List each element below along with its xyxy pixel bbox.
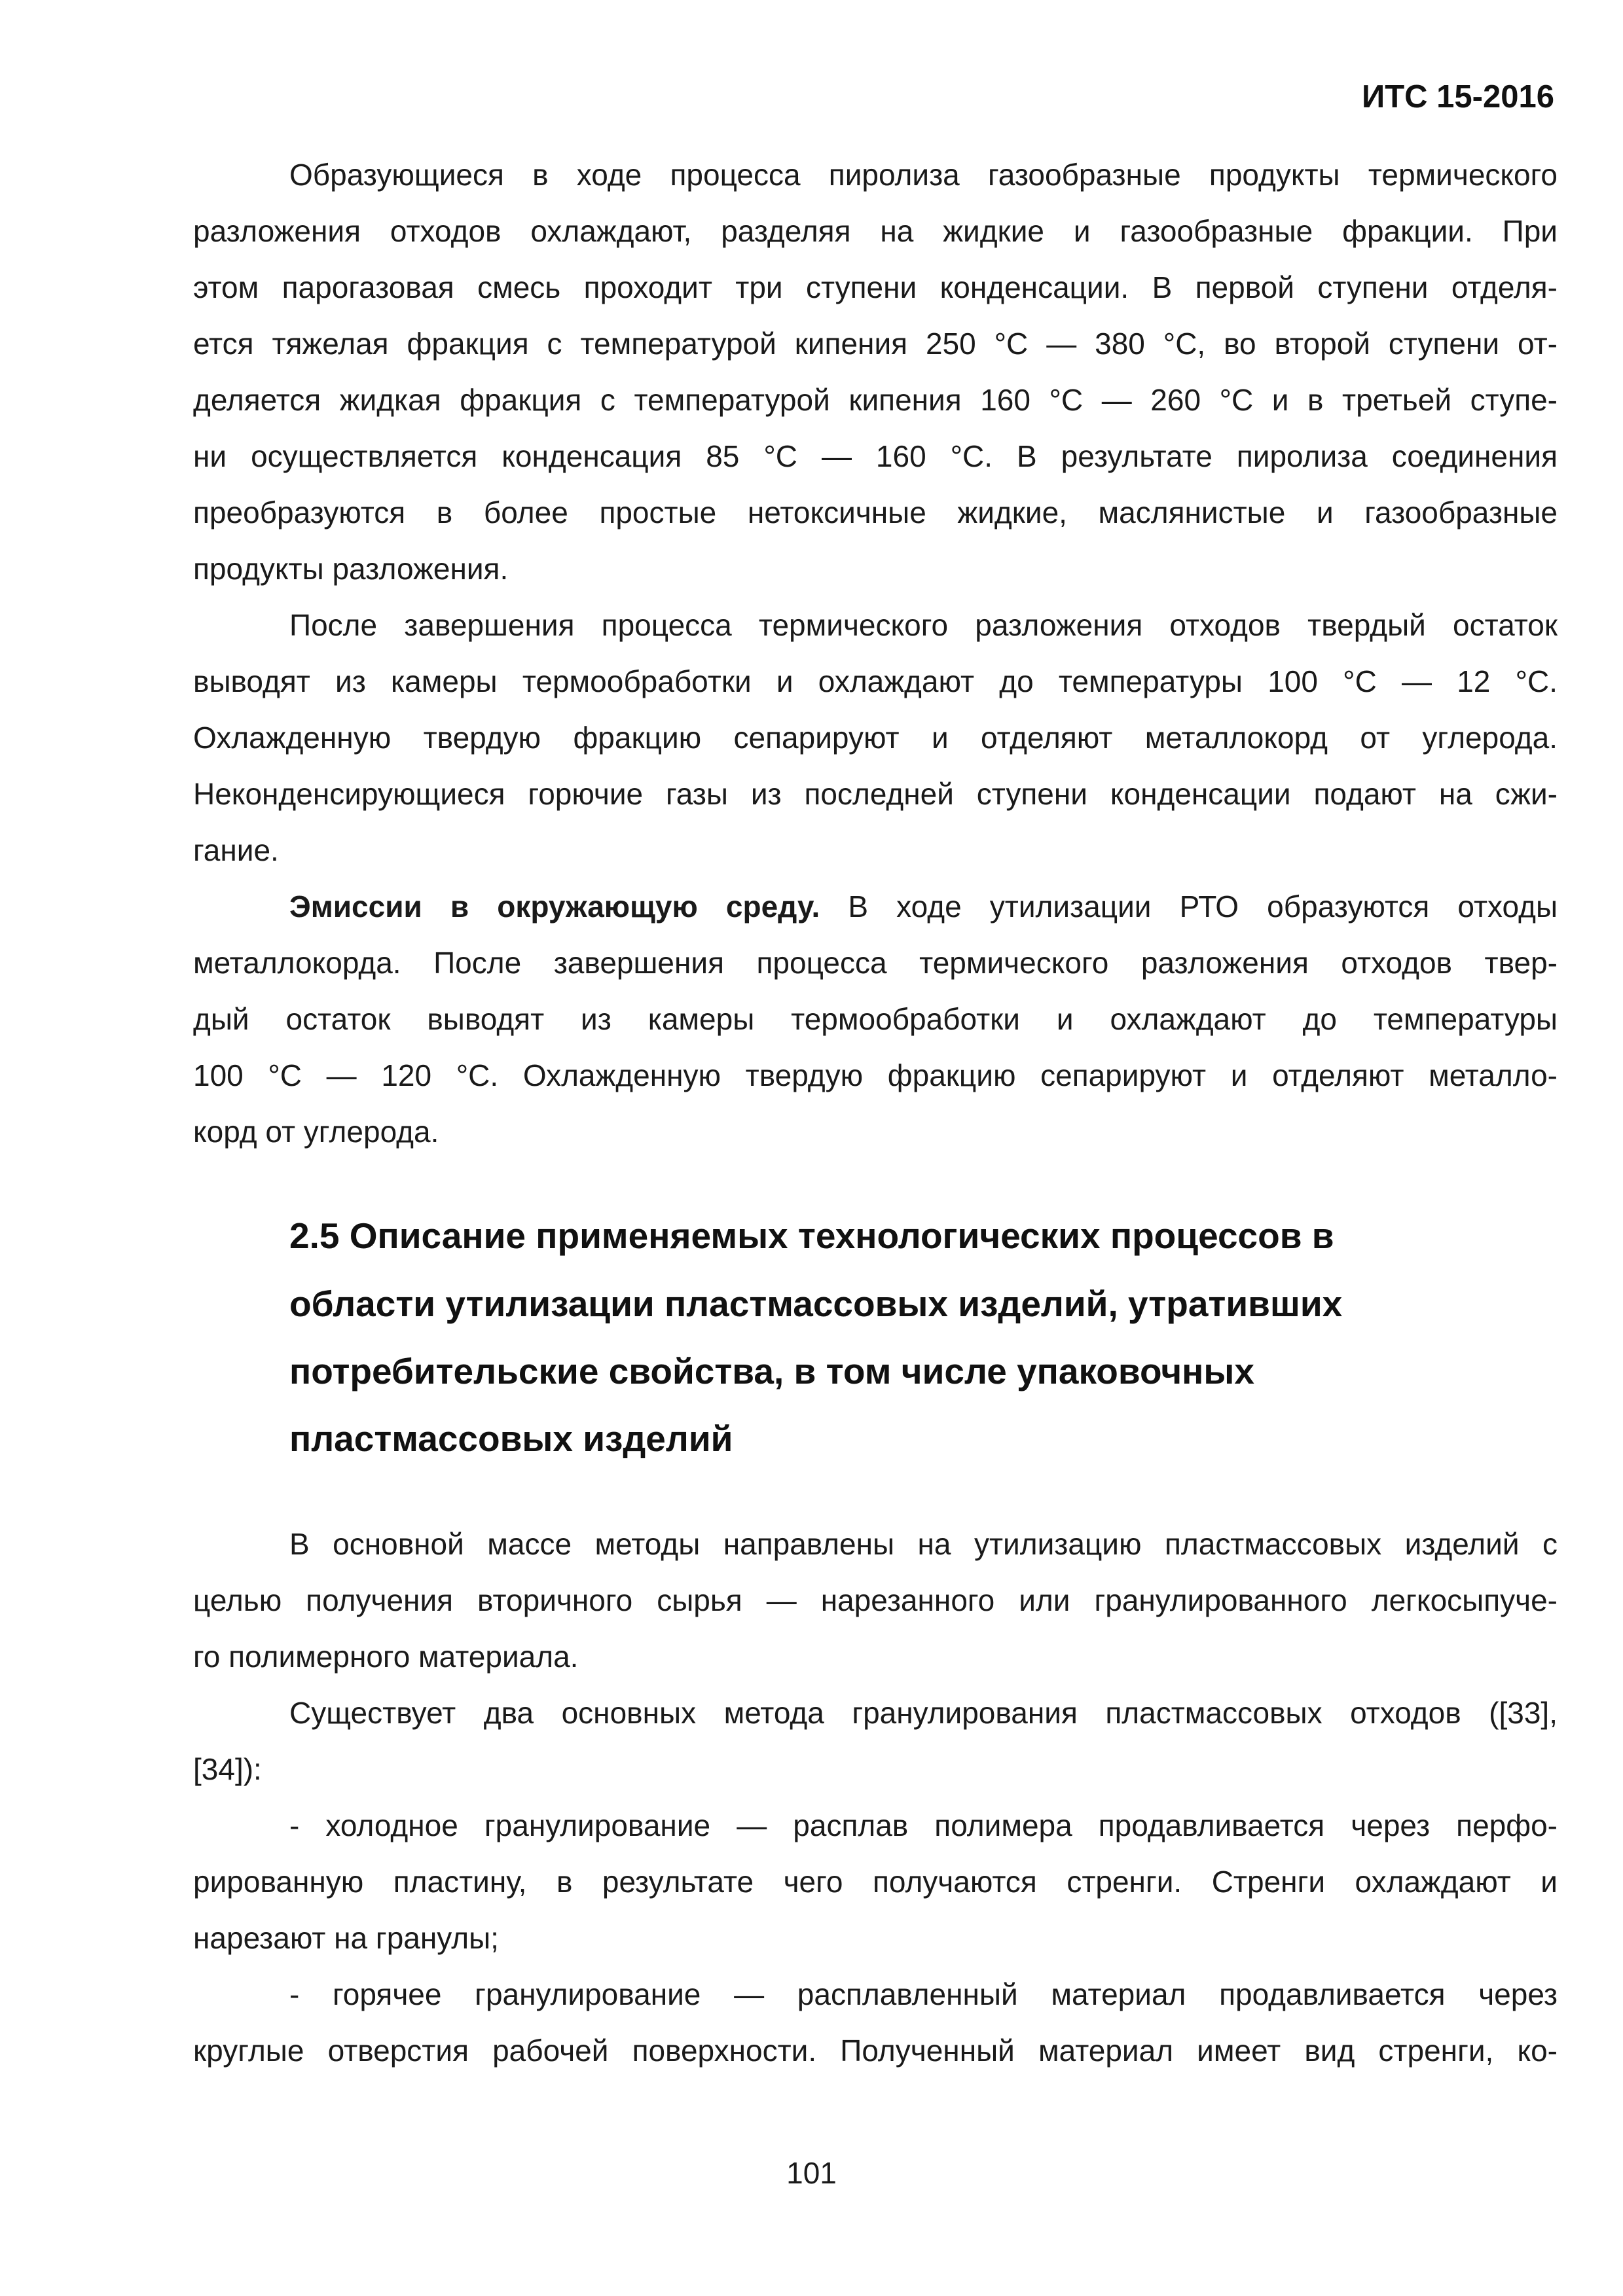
text-line: деляется жидкая фракция с температурой кипения 160 °С — 260 °С и в третьей ступе- xyxy=(193,383,1558,417)
text-line: ется тяжелая фракция с температурой кипения 250 °С — 380 °С, во второй ступени от- xyxy=(193,327,1558,361)
emissions-lead-rest: В ходе утилизации РТО образуются отходы xyxy=(820,889,1558,924)
text-line: Охлажденную твердую фракцию сепарируют и отделяют металлокорд от углерода. xyxy=(193,721,1558,755)
heading-line: 2.5 Описание применяемых технологических процессов в xyxy=(289,1215,1334,1256)
text-line: После завершения процесса термического разложения отходов твердый остаток xyxy=(289,608,1558,642)
text-line: гание. xyxy=(193,833,279,867)
emissions-lead-bold: Эмиссии в окружающую среду. xyxy=(289,889,820,924)
text-line xyxy=(289,878,1558,935)
text-line: круглые отверстия рабочей поверхности. Полученный материал имеет вид стренги, ко- xyxy=(193,2034,1558,2068)
text-line: - горячее гранулирование — расплавленный материал продавливается через xyxy=(289,1977,1558,2011)
text-line: металлокорда. После завершения процесса термического разложения отходов твер- xyxy=(193,946,1558,980)
text-line: разложения отходов охлаждают, разделяя на жидкие и газообразные фракции. При xyxy=(193,214,1558,248)
text-line: [34]): xyxy=(193,1752,262,1786)
text-line: этом парогазовая смесь проходит три ступени конденсации. В первой ступени отделя- xyxy=(193,270,1558,304)
text-line: - холодное гранулирование — расплав полимера продавливается через перфо- xyxy=(289,1808,1558,1842)
heading-line: потребительские свойства, в том числе упаковочных xyxy=(289,1351,1254,1391)
text-line: нарезают на гранулы; xyxy=(193,1921,499,1955)
text-line: Образующиеся в ходе процесса пиролиза газообразные продукты термического xyxy=(289,158,1558,192)
heading-line: области утилизации пластмассовых изделий, утративших xyxy=(289,1283,1343,1324)
text-line: 100 °С — 120 °С. Охлажденную твердую фракцию сепарируют и отделяют металло- xyxy=(193,1058,1558,1092)
text-line: рированную пластину, в результате чего получаются стренги. Стренги охлаждают и xyxy=(193,1865,1558,1899)
text-line: Неконденсирующиеся горючие газы из последней ступени конденсации подают на сжи- xyxy=(193,777,1558,811)
text-line: преобразуются в более простые нетоксичные жидкие, маслянистые и газообразные xyxy=(193,495,1558,529)
page-number: 101 xyxy=(786,2156,837,2190)
document-code: ИТС 15-2016 xyxy=(1362,79,1554,115)
text-line: ни осуществляется конденсация 85 °С — 160 °С. В результате пиролиза соединения xyxy=(193,439,1558,473)
text-line: корд от углерода. xyxy=(193,1115,439,1149)
text-line: В основной массе методы направлены на утилизацию пластмассовых изделий с xyxy=(289,1527,1558,1561)
text-line: продукты разложения. xyxy=(193,552,509,586)
heading-line: пластмассовых изделий xyxy=(289,1418,733,1459)
text-line: Существует два основных метода гранулирования пластмассовых отходов ([33], xyxy=(289,1696,1558,1730)
text-line: целью получения вторичного сырья — нарезанного или гранулированного легкосыпуче- xyxy=(193,1583,1558,1617)
text-line: го полимерного материала. xyxy=(193,1640,579,1674)
text-line: дый остаток выводят из камеры термообработки и охлаждают до температуры xyxy=(193,1002,1558,1036)
text-line: выводят из камеры термообработки и охлаждают до температуры 100 °С — 12 °С. xyxy=(193,664,1558,698)
